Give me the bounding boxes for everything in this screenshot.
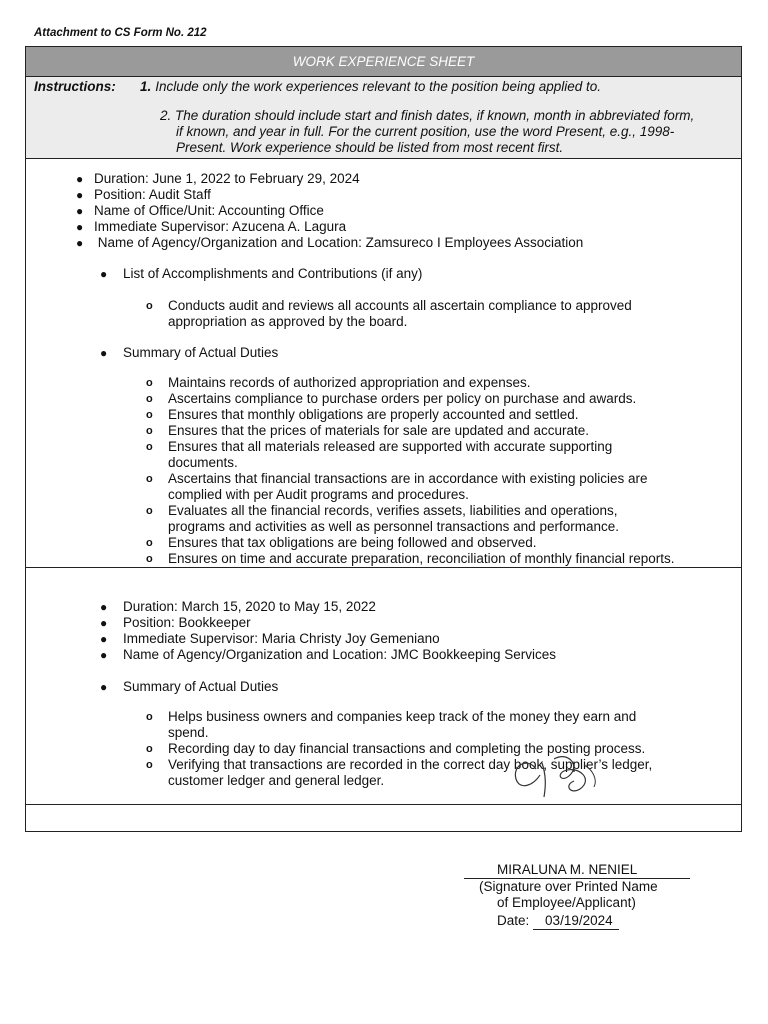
bullet: ● [100, 648, 108, 662]
exp1-duties-heading: Summary of Actual Duties [123, 345, 279, 360]
exp1-duty: Ascertains compliance to purchase orders per policy on purchase and awards. [168, 391, 637, 406]
instruction-item-1-number: 1. [140, 79, 152, 94]
instruction-item-1 [140, 79, 601, 95]
sub-bullet: o [146, 743, 153, 755]
sub-bullet: o [146, 409, 153, 421]
exp1-duty: Ensures that monthly obligations are properly accounted and settled. [168, 407, 579, 422]
instruction-item-1-text: Include only the work experiences relevant to the position being applied to. [155, 79, 602, 94]
exp1-duty: Maintains records of authorized appropriation and expenses. [168, 375, 531, 390]
exp1-position: Position: Audit Staff [94, 187, 211, 202]
exp2-position: Position: Bookkeeper [123, 615, 251, 630]
sub-bullet: o [146, 505, 153, 517]
exp1-accomplishments-heading: List of Accomplishments and Contributions (if any) [123, 266, 423, 281]
employee-name: MIRALUNA M. NENIEL [497, 862, 638, 877]
work-experience-sheet [25, 46, 742, 832]
experience-section-1 [26, 159, 741, 568]
sub-bullet: o [146, 537, 153, 549]
exp2-duration: Duration: March 15, 2020 to May 15, 2022 [123, 599, 376, 614]
exp1-supervisor: Immediate Supervisor: Azucena A. Lagura [94, 219, 347, 234]
bullet: ● [100, 346, 108, 360]
sub-bullet: o [146, 711, 153, 723]
date-row [497, 913, 619, 930]
exp2-duty: Helps business owners and companies keep track of the money they earn and [168, 709, 637, 724]
exp1-duty-continued: complied with per Audit programs and procedures. [168, 487, 469, 502]
instructions-box [26, 77, 741, 159]
bullet: ● [76, 172, 84, 186]
sub-bullet: o [146, 473, 153, 485]
bullet: ● [76, 188, 84, 202]
exp1-agency: Name of Agency/Organization and Location: Zamsureco I Employees Association [94, 235, 584, 250]
exp1-accomplishment-line: appropriation as approved by the board. [168, 314, 408, 329]
date-label: Date: [497, 913, 530, 928]
sheet-title: WORK EXPERIENCE SHEET [26, 47, 741, 77]
bullet: ● [100, 680, 108, 694]
instruction-item-2-line-1: 2. The duration should include start and finish dates, if known, month in abbreviated form, [160, 108, 695, 123]
exp1-duty: Ensures that all materials released are supported with accurate supporting [168, 439, 613, 454]
exp2-duty: Verifying that transactions are recorded in the correct day book, supplier’s ledger, [168, 757, 653, 772]
signature-caption-2: of Employee/Applicant) [497, 895, 636, 910]
exp1-duty: Ascertains that financial transactions are in accordance with existing policies are [168, 471, 648, 486]
sub-bullet: o [146, 300, 153, 312]
bullet: ● [100, 267, 108, 281]
sub-bullet: o [146, 393, 153, 405]
instructions-label: Instructions: [34, 79, 116, 94]
exp1-duty: Ensures that the prices of materials for sale are updated and accurate. [168, 423, 589, 438]
exp1-office: Name of Office/Unit: Accounting Office [94, 203, 324, 218]
exp1-duty: Evaluates all the financial records, verifies assets, liabilities and operations, [168, 503, 618, 518]
exp1-duty-continued: programs and activities as well as personnel transactions and performance. [168, 519, 619, 534]
instruction-item-2 [134, 108, 734, 156]
signature-line [464, 862, 690, 879]
exp1-accomplishment-line: Conducts audit and reviews all accounts all ascertain compliance to approved [168, 298, 632, 313]
sub-bullet: o [146, 425, 153, 437]
experience-section-2 [26, 568, 741, 805]
exp2-duty-continued: spend. [168, 725, 209, 740]
sub-bullet: o [146, 759, 153, 771]
exp1-duty: Ensures on time and accurate preparation, reconciliation of monthly financial reports. [168, 551, 675, 566]
exp2-agency: Name of Agency/Organization and Location: JMC Bookkeeping Services [123, 647, 556, 662]
attachment-label: Attachment to CS Form No. 212 [34, 27, 207, 39]
exp2-supervisor: Immediate Supervisor: Maria Christy Joy Gemeniano [123, 631, 440, 646]
sub-bullet: o [146, 441, 153, 453]
signature-caption-1: (Signature over Printed Name [479, 879, 658, 894]
exp1-duty: Ensures that tax obligations are being followed and observed. [168, 535, 537, 550]
bullet: ● [76, 236, 84, 250]
exp2-duties-heading: Summary of Actual Duties [123, 679, 279, 694]
exp2-duty-continued: customer ledger and general ledger. [168, 773, 385, 788]
bullet: ● [76, 204, 84, 218]
bullet: ● [100, 632, 108, 646]
instruction-item-2-line-2: if known, and year in full. For the current position, use the word Present, e.g., 1998- [176, 124, 675, 139]
bullet: ● [100, 616, 108, 630]
instruction-item-2-line-3: Present. Work experience should be listed from most recent first. [176, 140, 564, 155]
signature-drawing [484, 735, 624, 805]
bullet: ● [76, 220, 84, 234]
sub-bullet: o [146, 553, 153, 565]
bullet: ● [100, 600, 108, 614]
exp2-duty: Recording day to day financial transactions and completing the posting process. [168, 741, 646, 756]
exp1-duty-continued: documents. [168, 455, 238, 470]
sub-bullet: o [146, 377, 153, 389]
exp1-duration: Duration: June 1, 2022 to February 29, 2024 [94, 171, 360, 186]
date-value: 03/19/2024 [533, 913, 619, 930]
